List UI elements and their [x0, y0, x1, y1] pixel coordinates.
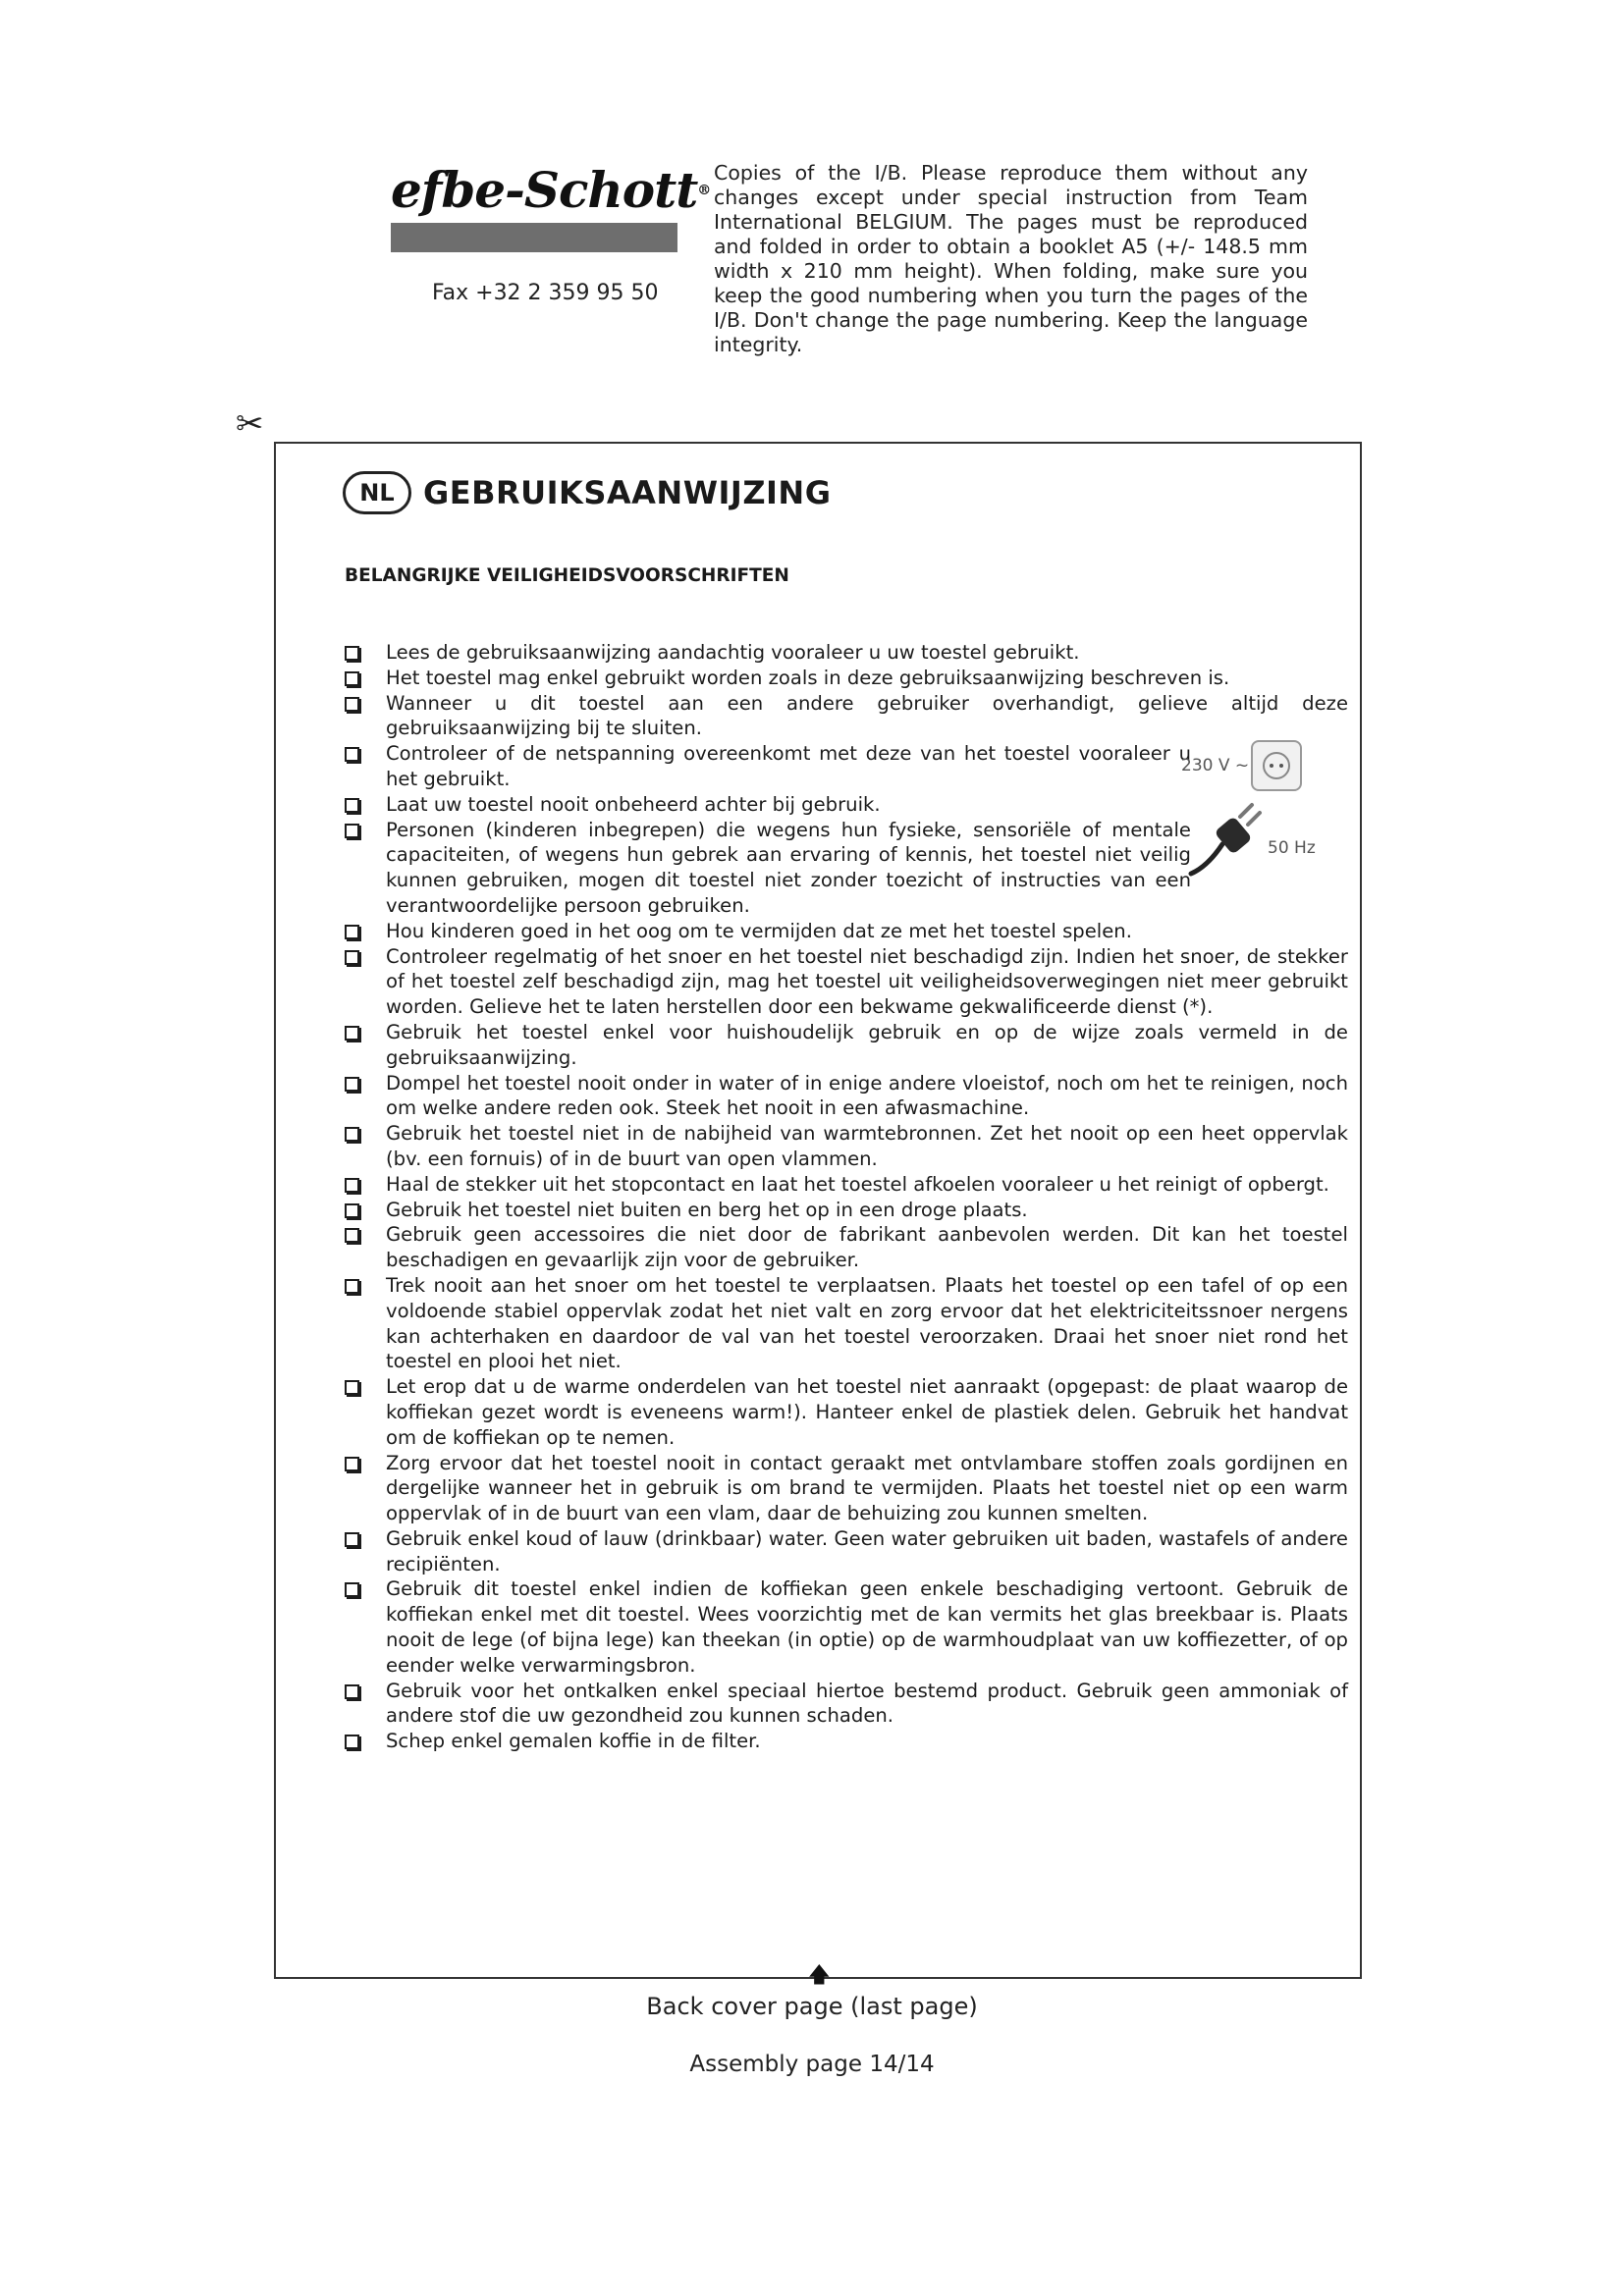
- checkbox-bullet-icon: [345, 1228, 359, 1243]
- safety-rule-text: Dompel het toestel nooit onder in water of in enige andere vloeistof, noch om het te reinigen, noch om welke andere reden ook. Steek het nooit in een afwasmachine.: [386, 1071, 1348, 1120]
- safety-rule-text: Controleer of de netspanning overeenkomt met deze van het toestel vooraleer u het gebruikt.: [386, 742, 1191, 790]
- checkbox-bullet-icon: [345, 950, 359, 965]
- checkbox-bullet-icon: [345, 824, 359, 838]
- safety-rule: [345, 1679, 1348, 1730]
- safety-rule-text: Zorg ervoor dat het toestel nooit in contact geraakt met ontvlambare stoffen zoals gordijnen en dergelijke wanneer het in gebruik is om brand te vermijden. Plaats het toestel niet op een warm oppervlak of in de buurt van een vlam, daar de behuizing zou kunnen smelten.: [386, 1451, 1348, 1525]
- checkbox-bullet-icon: [345, 1127, 359, 1142]
- power-plug-icon: [1185, 799, 1273, 878]
- checkbox-bullet-icon: [345, 1026, 359, 1041]
- safety-rule: [345, 1273, 1348, 1374]
- safety-rule-text: Wanneer u dit toestel aan een andere gebruiker overhandigt, gelieve altijd deze gebruiksaanwijzing bij te sluiten.: [386, 691, 1348, 740]
- safety-rule: [345, 1222, 1348, 1273]
- safety-rule: [345, 691, 1348, 742]
- frequency-label: 50 Hz: [1268, 838, 1316, 858]
- section-title: BELANGRIJKE VEILIGHEIDSVOORSCHRIFTEN: [345, 565, 789, 586]
- safety-rule: [345, 1198, 1348, 1223]
- safety-rule-text: Personen (kinderen inbegrepen) die wegens hun fysieke, sensoriële of mentale capaciteiten, of wegens hun gebrek aan ervaring of kennis, het toestel niet veilig kunnen gebruiken, mogen dit toestel niet zonder toezicht of instructies van een verantwoordelijke persoon gebruiken.: [386, 818, 1191, 917]
- checkbox-bullet-icon: [345, 1532, 359, 1547]
- safety-rule: [345, 944, 1348, 1020]
- checkbox-bullet-icon: [345, 925, 359, 939]
- safety-rule-text: Lees de gebruiksaanwijzing aandachtig vooraleer u uw toestel gebruikt.: [386, 641, 1080, 664]
- fax-number: Fax +32 2 359 95 50: [432, 281, 659, 305]
- checkbox-bullet-icon: [345, 697, 359, 712]
- safety-rule: [345, 919, 1348, 944]
- checkbox-bullet-icon: [345, 798, 359, 813]
- safety-rule: [345, 666, 1348, 691]
- safety-rule-text: Gebruik voor het ontkalken enkel speciaal hiertoe bestemd product. Gebruik geen ammoniak of andere stof die uw gezondheid zou kunnen schaden.: [386, 1679, 1348, 1728]
- assembly-page-label: Assembly page 14/14: [689, 2052, 935, 2077]
- safety-rule: [345, 741, 1191, 792]
- safety-rule-text: Gebruik dit toestel enkel indien de koffiekan geen enkele beschadiging vertoont. Gebruik de koffiekan enkel met dit toestel. Wees voorzichtig met de kan vermits het glas breekbaar is. Plaats nooit de lege (of bijna lege) kan theekan (in optie) op de warmhoudplaat van uw koffiezetter, of op eender welke verwarmingsbron.: [386, 1577, 1348, 1677]
- checkbox-bullet-icon: [345, 646, 359, 661]
- safety-rule: [345, 1121, 1348, 1172]
- safety-rule-text: Gebruik geen accessoires die niet door de fabrikant aanbevolen werden. Dit kan het toestel beschadigen en gevaarlijk zijn voor de gebruiker.: [386, 1223, 1348, 1272]
- safety-rule-text: Gebruik het toestel enkel voor huishoudelijk gebruik en op de wijze zoals vermeld in de gebruiksaanwijzing.: [386, 1020, 1348, 1069]
- checkbox-bullet-icon: [345, 1279, 359, 1294]
- safety-rule: [345, 1729, 1348, 1754]
- safety-rule: [345, 1451, 1348, 1526]
- safety-rule-text: Laat uw toestel nooit onbeheerd achter bij gebruik.: [386, 792, 881, 816]
- safety-rule-text: Gebruik het toestel niet buiten en berg het op in een droge plaats.: [386, 1198, 1028, 1221]
- checkbox-bullet-icon: [345, 1077, 359, 1092]
- checkbox-bullet-icon: [345, 747, 359, 762]
- registered-mark: ®: [697, 183, 711, 198]
- wall-socket-icon: [1251, 740, 1302, 791]
- safety-rule-text: Let erop dat u de warme onderdelen van het toestel niet aanraakt (opgepast: de plaat waarop de koffiekan gezet wordt is eveneens warm!). Hanteer enkel de plastiek delen. Gebruik het handvat om de koffiekan op te nemen.: [386, 1375, 1348, 1449]
- safety-rule: [345, 1526, 1348, 1577]
- safety-rule-text: Trek nooit aan het snoer om het toestel te verplaatsen. Plaats het toestel op een tafel of op een voldoende stabiel oppervlak zodat het niet valt en zorg ervoor dat het elektriciteitssnoer nergens kan achterhaken en daardoor de val van het toestel veroorzaken. Draai het snoer niet rond het toestel en plooi het niet.: [386, 1273, 1348, 1373]
- manual-page: [274, 442, 1362, 1979]
- logo-text: efbe-Schott: [391, 161, 698, 219]
- checkbox-bullet-icon: [345, 1203, 359, 1218]
- safety-rule-text: Het toestel mag enkel gebruikt worden zoals in deze gebruiksaanwijzing beschreven is.: [386, 666, 1230, 689]
- checkbox-bullet-icon: [345, 1735, 359, 1749]
- checkbox-bullet-icon: [345, 1684, 359, 1699]
- safety-rule: [345, 818, 1191, 919]
- manual-title-row: [343, 471, 831, 514]
- safety-rule-text: Gebruik enkel koud of lauw (drinkbaar) water. Geen water gebruiken uit baden, wastafels of andere recipiënten.: [386, 1526, 1348, 1575]
- checkbox-bullet-icon: [345, 1582, 359, 1597]
- safety-rule-text: Hou kinderen goed in het oog om te vermijden dat ze met het toestel spelen.: [386, 919, 1132, 942]
- safety-rule-text: Gebruik het toestel niet in de nabijheid van warmtebronnen. Zet het nooit op een heet oppervlak (bv. een fornuis) of in de buurt van open vlammen.: [386, 1122, 1348, 1170]
- back-cover-label: Back cover page (last page): [646, 1993, 978, 2020]
- safety-rule: [345, 1172, 1348, 1198]
- checkbox-bullet-icon: [345, 1380, 359, 1395]
- safety-rule: [345, 792, 1191, 818]
- arrow-up-icon: 🡅: [808, 1963, 831, 1988]
- safety-rule: [345, 1374, 1348, 1450]
- voltage-indicator: [1181, 740, 1302, 791]
- manual-title: GEBRUIKSAANWIJZING: [423, 474, 832, 511]
- safety-rule: [345, 1071, 1348, 1122]
- scissors-icon: ✂: [236, 404, 264, 444]
- safety-rule-text: Controleer regelmatig of het snoer en het toestel niet beschadigd zijn. Indien het snoer, de stekker of het toestel zelf beschadigd zijn, mag het toestel uit veiligheidsoverwegingen niet meer gebruikt worden. Gelieve het te laten herstellen door een bekwame gekwalificeerde dienst (*).: [386, 944, 1348, 1019]
- safety-rule: [345, 1576, 1348, 1678]
- checkbox-bullet-icon: [345, 1178, 359, 1193]
- language-badge: NL: [343, 471, 411, 514]
- safety-rule: [345, 640, 1348, 666]
- checkbox-bullet-icon: [345, 671, 359, 686]
- safety-rule-text: Schep enkel gemalen koffie in de filter.: [386, 1730, 761, 1753]
- brand-logo: [391, 161, 711, 252]
- safety-rule-text: Haal de stekker uit het stopcontact en laat het toestel afkoelen vooraleer u het reinigt of opbergt.: [386, 1172, 1329, 1196]
- logo-bar: [391, 223, 677, 252]
- voltage-label: 230 V ~: [1181, 756, 1250, 775]
- print-instructions: Copies of the I/B. Please reproduce them without any changes except under special instruction from Team International BELGIUM. The pages must be reproduced and folded in order to obtain a booklet A5 (+/- 148.5 mm width x 210 mm height). When folding, make sure you keep the good numbering when you turn the pages of the I/B. Don't change the page numbering. Keep the language integrity.: [714, 161, 1308, 356]
- checkbox-bullet-icon: [345, 1457, 359, 1471]
- safety-rule: [345, 1020, 1348, 1071]
